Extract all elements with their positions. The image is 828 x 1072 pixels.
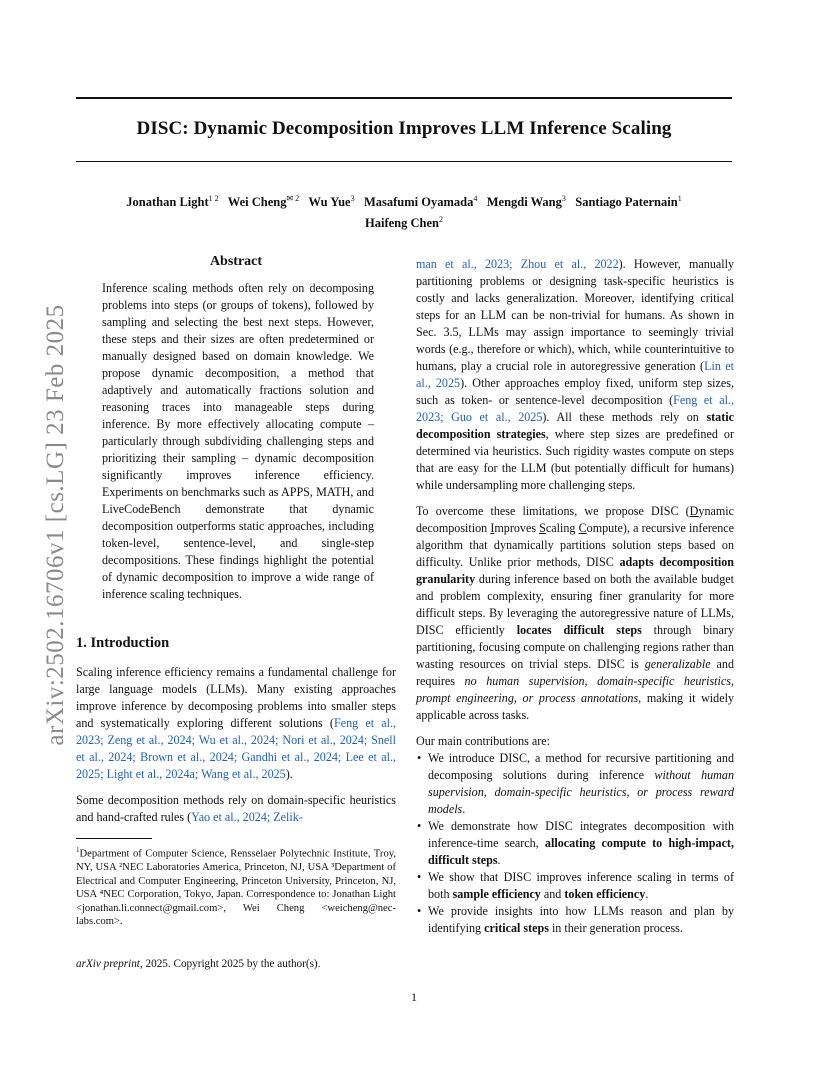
citation-link[interactable]: Feng et al., 2023; Zeng et al., 2024; Wu et al., 2024; Nori et al., 2024; Snell et al., 2024; Brown et al., 2024; Gandhi et al., 2024; Lee et al., 2025; Light et al., 2024a; Wang et al., 2025: [76, 716, 396, 781]
list-item: • We provide insights into how LLMs reason and plan by identifying critical steps in their generation process.: [428, 903, 734, 937]
citation-link[interactable]: Feng et al., 2023; Guo et al., 2025: [416, 393, 734, 424]
author-affiliation: 3: [561, 194, 566, 203]
copyright-line: arXiv preprint, 2025. Copyright 2025 by the author(s).: [76, 958, 321, 970]
disc-paragraph: To overcome these limitations, we propose DISC (Dynamic decomposition Improves Scaling Compute), a recursive inference algorithm that dynamically partitions solution steps based on difficulty. Unlike prior methods, DISC adapts decomposition granularity during inference based on both the available budget and problem complexity, ensuring finer granularity for more difficult steps. By leveraging the autoregressive nature of LLMs, DISC efficiently locates difficult steps through binary partitioning, focusing compute on challenging regions rather than wasting resources on trivial steps. DISC is generalizable and requires no human supervision, domain-specific heuristics, prompt engineering, or process annotations, making it widely applicable across tasks.: [416, 504, 735, 722]
citation-link[interactable]: man et al., 2023; Zhou et al., 2022: [416, 257, 619, 271]
footnote-rule: [76, 838, 152, 839]
citation-link[interactable]: Yao et al., 2024; Zelik-: [191, 810, 303, 824]
author-affiliation: 3: [350, 194, 355, 203]
author-name: Santiago Paternain: [575, 195, 678, 210]
list-item: • We introduce DISC, a method for recursive partitioning and decomposing solutions during inference without human supervision, domain-specific heuristics, or process reward models.: [428, 750, 734, 818]
page-number: 1: [411, 990, 417, 1004]
author-name: Masafumi Oyamada: [363, 195, 474, 210]
author-affiliation: 1 2: [208, 194, 219, 203]
intro-paragraph-1: Scaling inference efficiency remains a fundamental challenge for large language models (LLMs). Many existing approaches improve inference by decomposing problems into smaller steps and systematically exploring different solutions (Feng et al., 2023; Zeng et al., 2024; Wu et al., 2024; Nori et al., 2024; Snell et al., 2024; Brown et al., 2024; Gandhi et al., 2024; Lee et al., 2025; Light et al., 2024a; Wang et al., 2025).: [76, 665, 396, 781]
author-affiliation: 1: [677, 194, 682, 203]
author-name: Wei Cheng: [227, 195, 287, 210]
author-name: Jonathan Light: [126, 195, 209, 210]
author-affiliation: 4: [473, 194, 478, 203]
affiliation-footnote: $^1$Department of Computer Science, Rensselaer Polytechnic Institute, Troy, NY, USA ²NEC Laboratories America, Princeton, NJ, USA ³Department of Electrical and Computer Engineering, Princeton University, Princeton, NJ, USA ⁴NEC Corporation, Tokyo, Japan. Correspondence to: Jonathan Light <jonathan.li.connect@gmail.com>, Wei Cheng <weicheng@nec-labs.com>.: [76, 846, 396, 928]
abstract-heading: Abstract: [209, 254, 263, 269]
author-list: [76, 190, 732, 232]
arxiv-side-label: [36, 290, 76, 760]
intro-paragraph-2-continued: man et al., 2023; Zhou et al., 2022). However, manually partitioning problems or designing task-specific heuristics is costly and lacks generalization. Moreover, identifying critical steps for an LLM can be non-trivial for humans. As shown in Sec. 3.5, LLMs may assign importance to seemingly trivial words (e.g., therefore or which), which, while counterintuitive to humans, play a crucial role in autoregressive generation (Lin et al., 2025). Other approaches employ fixed, uniform step sizes, such as token- or sentence-level decomposition (Feng et al., 2023; Guo et al., 2025). All these methods rely on static decomposition strategies, where step sizes are predefined or determined via heuristics. Such rigidity wastes compute on steps that are easy for the LLM (but potentially difficult for humans) while undersampling more challenging steps.: [416, 257, 735, 492]
list-item: • We demonstrate how DISC integrates decomposition with inference-time search, allocating compute to high-impact, difficult steps.: [428, 818, 734, 869]
author-affiliation: ✉ 2: [286, 194, 300, 203]
author-name: Haifeng Chen: [365, 216, 439, 231]
abstract-body: Inference scaling methods often rely on decomposing problems into steps (or groups of tokens), followed by sampling and selecting the best next steps. However, these steps and their sizes are often predetermined or manually designed based on domain knowledge. We propose dynamic decomposition, a method that adaptively and automatically fractions solution and reasoning traces into manageable steps during inference. By more effectively allocating compute – particularly through subdividing challenging steps and prioritizing their sampling – dynamic decomposition significantly improves inference efficiency. Experiments on benchmarks such as APPS, MATH, and LiveCodeBench demonstrate that dynamic decomposition outperforms static approaches, including token-level, sentence-level, and single-step decompositions. These findings highlight the potential of dynamic decomposition to improve a wide range of inference scaling techniques.: [102, 281, 374, 601]
author-name: Mengdi Wang: [486, 195, 562, 210]
left-column: [76, 253, 396, 929]
citation-link[interactable]: Lin et al., 2025: [416, 359, 735, 390]
paper-title: DISC: Dynamic Decomposition Improves LLM Inference Scaling: [136, 118, 672, 139]
list-item: • We show that DISC improves inference scaling in terms of both sample efficiency and token efficiency.: [428, 869, 734, 903]
author-affiliation: 2: [438, 215, 443, 225]
title-rule: [76, 161, 732, 162]
author-name: Wu Yue: [308, 195, 351, 210]
intro-paragraph-2: Some decomposition methods rely on domain-specific heuristics and hand-crafted rules (Yao et al., 2024; Zelik-: [76, 793, 396, 824]
contributions-lead: Our main contributions are:: [416, 734, 551, 748]
contributions-list: [416, 750, 734, 937]
top-rule: [76, 97, 732, 99]
arxiv-identifier: arXiv:2502.16706v1 [cs.LG] 23 Feb 2025: [42, 304, 69, 746]
section-heading: 1. Introduction: [76, 635, 170, 651]
right-column: [416, 256, 734, 937]
